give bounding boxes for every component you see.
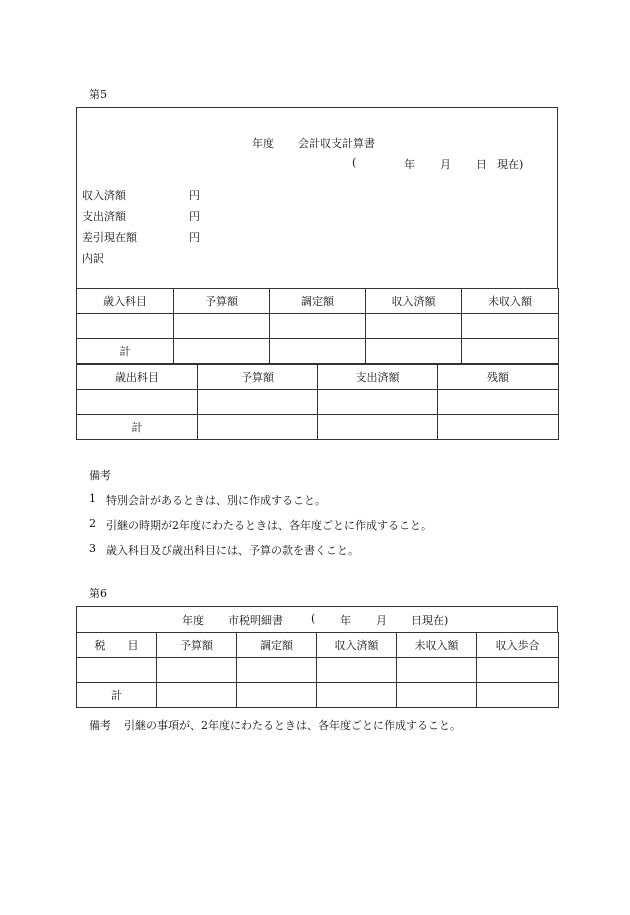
- table-cell: [157, 658, 237, 683]
- form5-title: 会計収支計算書: [298, 137, 375, 150]
- expenditure-total-row: [77, 415, 559, 440]
- form5-asof-current: 現在): [497, 158, 524, 171]
- note-1-text: 特別会計があるときは、別に作成すること。: [106, 494, 326, 507]
- note-3-num: 3: [89, 542, 96, 555]
- expenditure-header-cell: 歳出科目: [77, 365, 198, 390]
- tax-header-cell: 予算額: [157, 633, 237, 658]
- tax-header-cell: 未収入額: [397, 633, 477, 658]
- tax-header-cell: 収入歩合: [477, 633, 559, 658]
- expenditure-header-cell: 残額: [438, 365, 559, 390]
- form5-label: 第5: [89, 88, 107, 101]
- table-cell: [397, 683, 477, 708]
- form6-note-title: 備考: [89, 719, 111, 732]
- revenue-header-cell: 収入済額: [366, 289, 462, 314]
- revenue-header-cell: 歳入科目: [77, 289, 174, 314]
- expenditure-blank-row: [77, 390, 559, 415]
- tax-table: [76, 632, 559, 708]
- form5-asof-year: 年: [404, 158, 415, 171]
- note-3-text: 歳入科目及び歳出科目には、予算の款を書くこと。: [106, 544, 359, 557]
- tax-header-cell: 調定額: [237, 633, 317, 658]
- expenditure-header-cell: 支出済額: [318, 365, 438, 390]
- table-cell: [270, 314, 366, 339]
- summary-paid-label: 支出済額: [82, 210, 126, 223]
- note-1-num: 1: [89, 492, 96, 505]
- expenditure-table: [76, 364, 559, 440]
- expenditure-total-label: 計: [77, 415, 198, 440]
- notes-title: 備考: [89, 469, 111, 482]
- table-cell: [270, 339, 366, 364]
- revenue-total-row: [77, 339, 559, 364]
- table-cell: [462, 314, 559, 339]
- note-2-num: 2: [89, 517, 96, 530]
- table-cell: [77, 390, 198, 415]
- revenue-blank-row: [77, 314, 559, 339]
- revenue-header-cell: 調定額: [270, 289, 366, 314]
- revenue-total-label: 計: [77, 339, 174, 364]
- form6-header-frame: [76, 606, 558, 633]
- form5-title-year: 年度: [252, 137, 274, 150]
- form6-title-year: 年度: [182, 614, 204, 627]
- table-cell: [366, 339, 462, 364]
- summary-paid-unit: 円: [189, 210, 200, 223]
- form6-title: 市税明細書: [228, 614, 283, 627]
- table-cell: [157, 683, 237, 708]
- form5-asof-open: (: [352, 156, 357, 169]
- table-cell: [317, 683, 397, 708]
- tax-header-cell: 収入済額: [317, 633, 397, 658]
- revenue-header-row: [77, 289, 559, 314]
- form6-label: 第6: [89, 587, 107, 600]
- summary-balance-label: 差引現在額: [82, 231, 137, 244]
- table-cell: [438, 390, 559, 415]
- revenue-header-cell: 未収入額: [462, 289, 559, 314]
- revenue-header-cell: 予算額: [174, 289, 270, 314]
- form6-asof-open: (: [311, 612, 316, 625]
- form5-asof-day: 日: [476, 158, 487, 171]
- note-2-text: 引継の時期が2年度にわたるときは、各年度ごとに作成すること。: [106, 519, 432, 532]
- form5-asof-month: 月: [440, 158, 451, 171]
- table-cell: [318, 415, 438, 440]
- table-cell: [317, 658, 397, 683]
- table-cell: [237, 658, 317, 683]
- form6-note-text: 引継の事項が、2年度にわたるときは、各年度ごとに作成すること。: [124, 719, 461, 732]
- table-cell: [77, 314, 174, 339]
- expenditure-header-cell: 予算額: [198, 365, 318, 390]
- table-cell: [477, 683, 559, 708]
- tax-total-row: [77, 683, 559, 708]
- table-cell: [366, 314, 462, 339]
- table-cell: [174, 339, 270, 364]
- form6-asof-month: 月: [376, 614, 387, 627]
- table-cell: [198, 390, 318, 415]
- form6-asof-day-current: 日現在): [411, 614, 449, 627]
- summary-balance-unit: 円: [189, 231, 200, 244]
- form6-asof-year: 年: [340, 614, 351, 627]
- revenue-table: [76, 288, 559, 364]
- table-cell: [438, 415, 559, 440]
- table-cell: [397, 658, 477, 683]
- summary-received-label: 収入済額: [82, 189, 126, 202]
- table-cell: [77, 658, 157, 683]
- table-cell: [318, 390, 438, 415]
- tax-total-label: 計: [77, 683, 157, 708]
- table-cell: [237, 683, 317, 708]
- breakdown-label: 内訳: [82, 252, 104, 265]
- table-cell: [462, 339, 559, 364]
- expenditure-header-row: [77, 365, 559, 390]
- table-cell: [198, 415, 318, 440]
- tax-header-cell: 税 目: [77, 633, 157, 658]
- tax-header-row: [77, 633, 559, 658]
- summary-received-unit: 円: [189, 189, 200, 202]
- tax-blank-row: [77, 658, 559, 683]
- table-cell: [477, 658, 559, 683]
- table-cell: [174, 314, 270, 339]
